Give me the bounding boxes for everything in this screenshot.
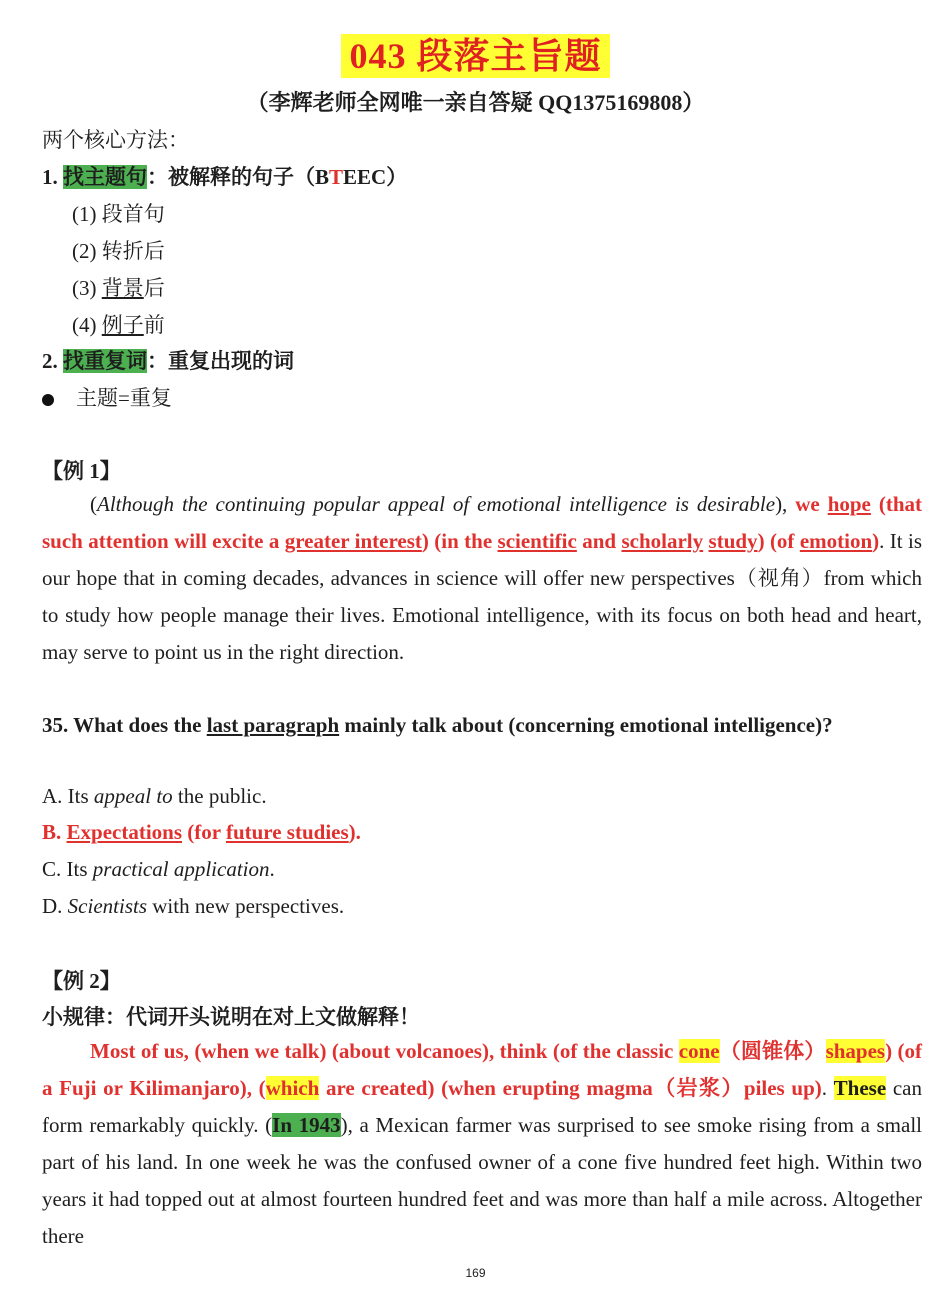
option-d: D. Scientists with new perspectives. bbox=[42, 894, 345, 918]
option-c: C. Its practical application. bbox=[42, 857, 275, 881]
method-2: 2. 找重复词：重复出现的词 bbox=[42, 349, 294, 373]
methods-heading: 两个核心方法： bbox=[42, 128, 189, 152]
example-1-paragraph: (Although the continuing popular appeal of emotional intelligence is desirable), we hope (that such attention will excite a greater interest) (in the scientific and scholarly study) (of emotion). It is our hope that in coming decades, advances in science will offer new perspectives（视角）from which to study how people manage their lives. Emotional intelligence, with its focus on both head and heart, may serve to point us in the right direction. bbox=[42, 492, 922, 664]
bullet-line: 主题=重复 bbox=[42, 382, 172, 412]
title-text: 043 段落主旨题 bbox=[341, 34, 609, 78]
option-b: B. Expectations (for future studies). bbox=[42, 820, 361, 844]
method-1: 1. 找主题句：被解释的句子（BTEEC） bbox=[42, 165, 408, 189]
page-title bbox=[0, 28, 951, 79]
subtitle: （李辉老师全网唯一亲自答疑 QQ1375169808） bbox=[246, 90, 705, 115]
method-item-2: (2) 转折后 bbox=[72, 239, 165, 263]
method-item-3: (3) 背景后 bbox=[72, 276, 165, 300]
example-2-rule: 小规律：代词开头说明在对上文做解释！ bbox=[42, 1005, 420, 1029]
method-item-1: (1) 段首句 bbox=[72, 202, 165, 226]
question-35: 35. What does the last paragraph mainly talk about (concerning emotional intelligence)? bbox=[42, 713, 833, 737]
method-2-label: 找重复词 bbox=[63, 349, 147, 373]
option-a: A. Its appeal to the public. bbox=[42, 784, 267, 808]
method-1-label: 找主题句 bbox=[63, 165, 147, 189]
example-2-label: 【例 2】 bbox=[42, 969, 121, 993]
bullet-icon bbox=[42, 394, 54, 406]
example-2-paragraph: Most of us, (when we talk) (about volcanoes), think (of the classic cone（圆锥体）shapes) (of a Fuji or Kilimanjaro), (which are created) (when erupting magma（岩浆）piles up). These can form remarkably quickly. (In 1943), a Mexican farmer was surprised to see smoke rising from a small part of his land. In one week he was the confused owner of a cone five hundred feet high. Within two years it had topped out at almost fourteen hundred feet and was more than half a mile across. Altogether there bbox=[42, 1039, 923, 1248]
example-1-label: 【例 1】 bbox=[42, 459, 121, 483]
method-item-4: (4) 例子前 bbox=[72, 313, 165, 337]
page-number: 169 bbox=[465, 1266, 486, 1280]
